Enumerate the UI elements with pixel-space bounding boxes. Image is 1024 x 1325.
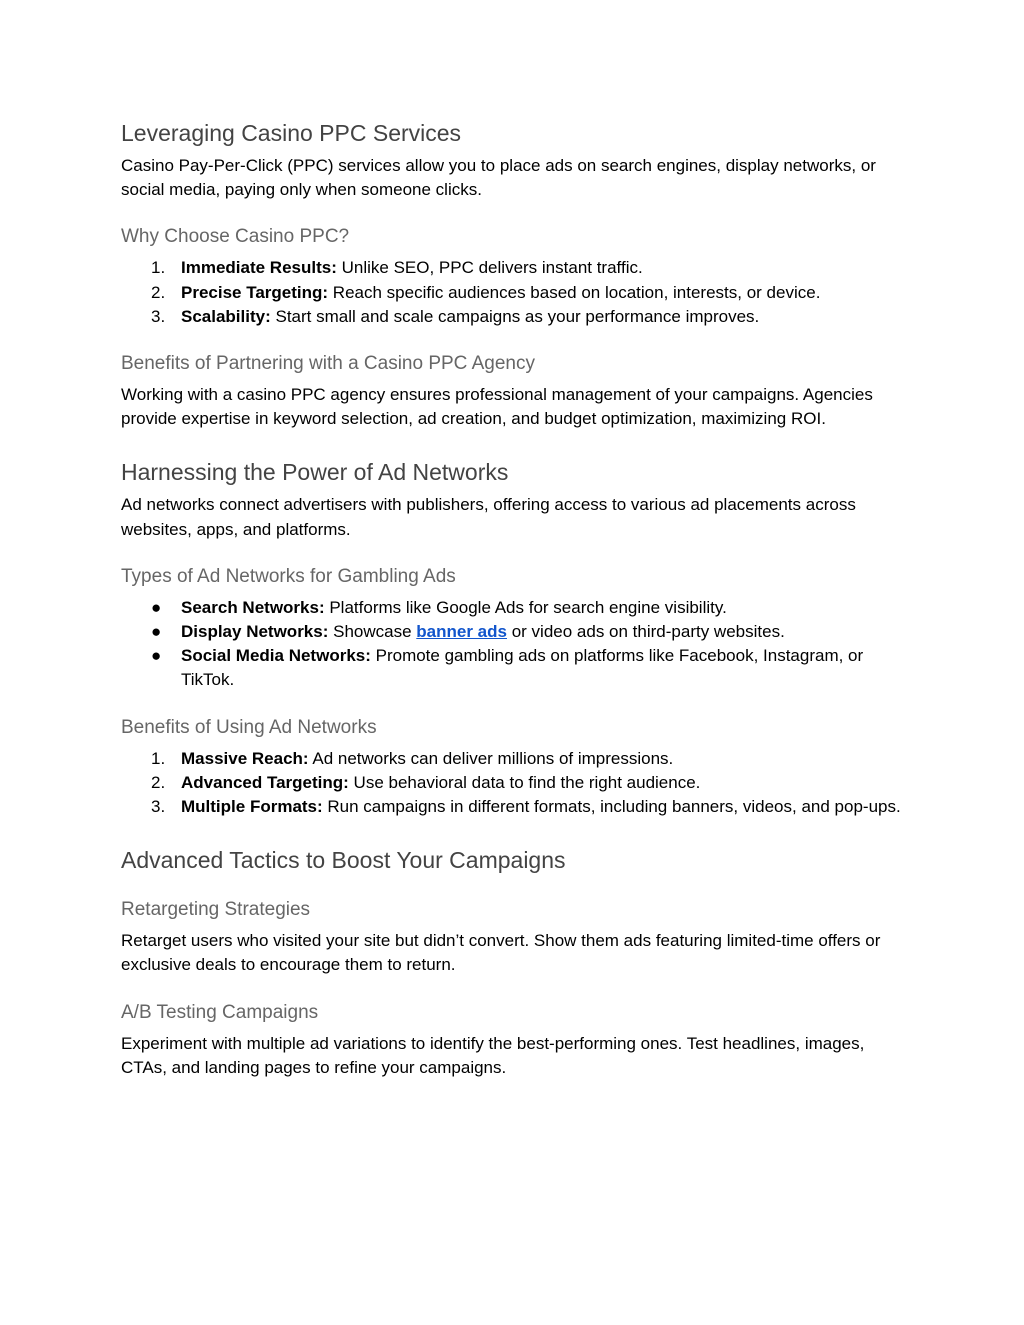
list-number: 2. [151,772,166,792]
list-item [121,771,911,795]
bullet-icon: ● [151,646,162,666]
list-item-text: Ad networks can deliver millions of impressions. [308,748,674,768]
list-number: 1. [151,748,166,768]
numbered-list-why-ppc [121,256,911,329]
list-item [121,256,911,280]
list-item [121,795,911,819]
bullet-icon: ● [151,597,162,617]
list-number: 3. [151,797,166,817]
paragraph-retargeting: Retarget users who visited your site but didn’t convert. Show them ads featuring limited-time offers or exclusive deals to encourage them to return. [121,931,881,975]
bullet-icon: ● [151,622,162,642]
paragraph-ab-testing: Experiment with multiple ad variations to identify the best-performing ones. Test headlines, images, CTAs, and landing pages to refine your campaigns. [121,1033,865,1077]
list-item-term: Precise Targeting: [181,282,329,302]
subheading-types-ad-networks: Types of Ad Networks for Gambling Ads [121,565,456,587]
list-item-term: Scalability: [181,306,271,326]
list-item-term: Display Networks: [181,622,329,642]
list-item-text: Use behavioral data to find the right audience. [348,772,701,792]
section-body-casino-ppc: Casino Pay-Per-Click (PPC) services allow you to place ads on search engines, display networks, or social media, paying only when someone clicks. [121,156,876,200]
list-item [121,644,911,692]
list-item-term: Multiple Formats: [181,797,323,817]
paragraph-ppc-agency: Working with a casino PPC agency ensures professional management of your campaigns. Agencies provide expertise in keyword selection, ad creation, and budget optimization, maximizing ROI. [121,385,873,429]
list-item [121,747,911,771]
section-body-ad-networks: Ad networks connect advertisers with publishers, offering access to various ad placements across websites, apps, and platforms. [121,495,856,539]
list-item [121,620,911,644]
list-item-text: Unlike SEO, PPC delivers instant traffic. [336,258,643,278]
section-heading-ad-networks: Harnessing the Power of Ad Networks [121,459,509,486]
list-item-term: Search Networks: [181,597,325,617]
section-heading-advanced-tactics: Advanced Tactics to Boost Your Campaigns [121,847,566,874]
list-item-text: Start small and scale campaigns as your performance improves. [270,306,760,326]
numbered-list-ad-network-benefits [121,747,911,820]
list-number: 1. [151,258,166,278]
subheading-ab-testing: A/B Testing Campaigns [121,1001,319,1023]
list-item-text-pre: Showcase [328,622,417,642]
subheading-ppc-agency: Benefits of Partnering with a Casino PPC Agency [121,353,536,375]
list-number: 2. [151,282,166,302]
subheading-benefits-ad-networks: Benefits of Using Ad Networks [121,716,377,738]
subheading-retargeting: Retargeting Strategies [121,899,311,921]
list-item-term: Advanced Targeting: [181,772,349,792]
list-item [121,305,911,329]
list-item [121,596,911,620]
list-item-text: Reach specific audiences based on location, interests, or device. [328,282,821,302]
bullet-list-ad-network-types [121,596,911,693]
list-item-text: Platforms like Google Ads for search engine visibility. [324,597,727,617]
list-item-term: Massive Reach: [181,748,309,768]
list-item-term: Social Media Networks: [181,646,371,666]
subheading-why-choose-ppc: Why Choose Casino PPC? [121,226,350,248]
list-item-text: Run campaigns in different formats, including banners, videos, and pop-ups. [322,797,901,817]
list-item-text: Promote gambling ads on platforms like Facebook, Instagram, or TikTok. [181,646,864,690]
document-page [121,118,911,1080]
banner-ads-link[interactable]: banner ads [416,622,507,642]
list-item-text-post: or video ads on third-party websites. [506,622,785,642]
list-number: 3. [151,306,166,326]
section-heading-casino-ppc: Leveraging Casino PPC Services [121,120,462,146]
list-item-term: Immediate Results: [181,258,337,278]
list-item [121,281,911,305]
